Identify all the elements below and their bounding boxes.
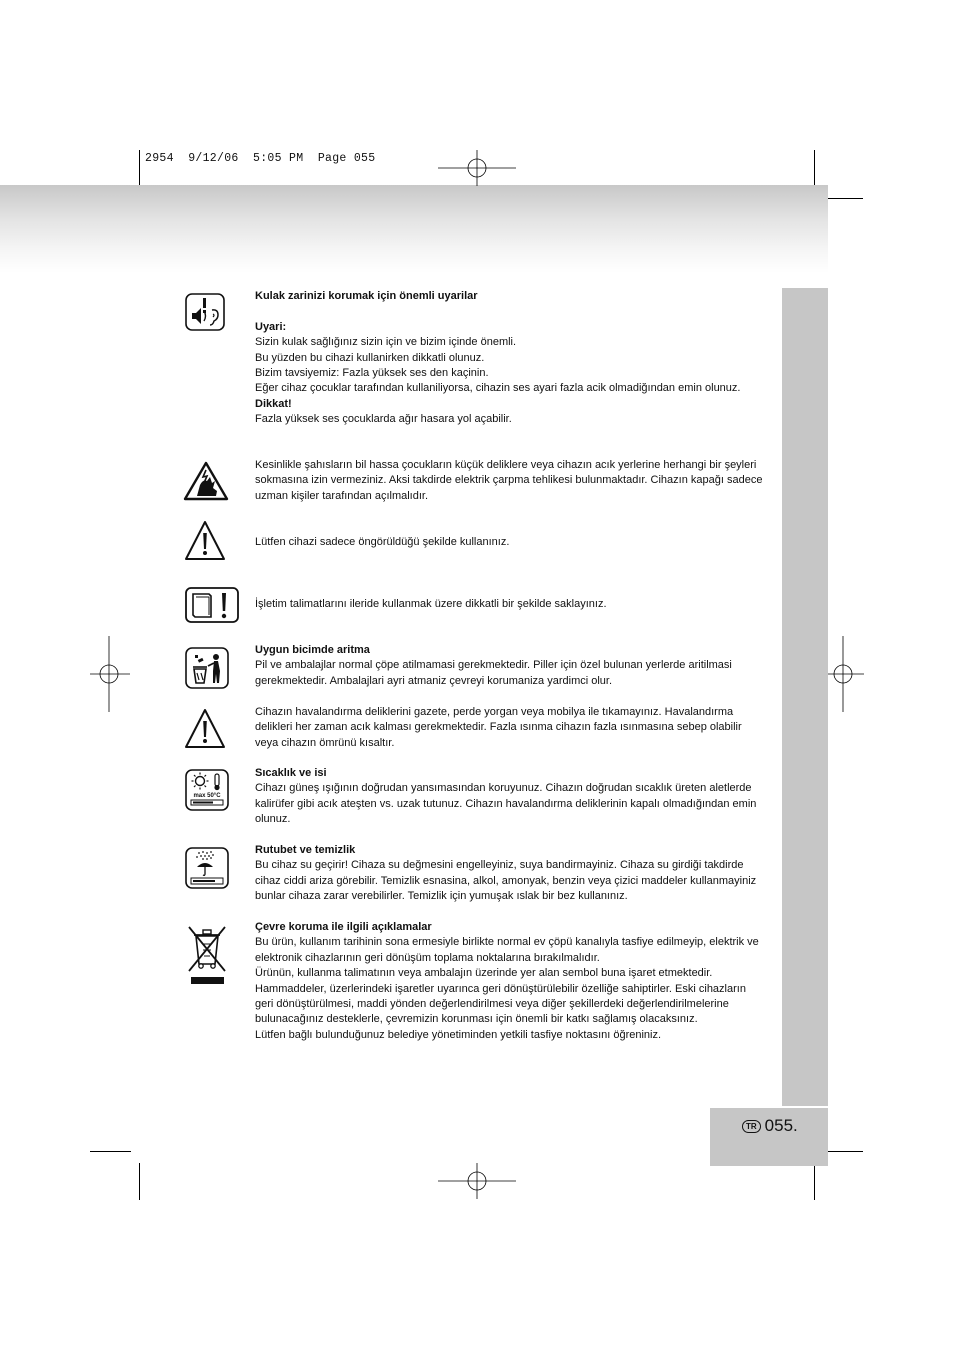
paragraph: Cihazı güneş ışığının doğrudan yansımasından koruyunuz. Cihazın doğrudan sıcaklık üreten aletlerde kalirüfer gibi acık ateşten vs. uzak tutunuz. Cihazın havalandırma deliklerinin kapalı olmadığından emin olunuz. (255, 782, 757, 826)
paragraph: Bizim tavsiyemiz: Fazla yüksek ses den kaçinin. (255, 367, 489, 380)
electric-shock-triangle-icon (183, 461, 229, 501)
crop-mark (824, 1151, 863, 1152)
paragraph: Eğer cihaz çocuklar tarafından kullaniliyorsa, cihazin ses ayari fazla acik olmadiğından emin olunuz. (255, 382, 741, 395)
registration-mark-top (438, 150, 516, 186)
paragraph: Cihazın havalandırma deliklerini gazete, perde yorgan veya mobilya ile tıkamayınız. Havalandırma delikleri her zaman acık kalması gerekmektedir. Fazla ısınma cihazın fazla ısınmasına sebep olabilir veya cihazın ömrünü kısaltır. (255, 706, 742, 749)
section-title: Çevre koruma ile ilgili açıklamalar (255, 921, 432, 933)
caution-title: Dikkat! (255, 397, 292, 410)
paragraph: Fazla yüksek ses çocuklarda ağır hasara yol açabilir. (255, 413, 512, 426)
section-disposal (255, 643, 765, 689)
caution-triangle-icon (184, 708, 226, 750)
paragraph: Bu ürün, kullanım tarihinin sona ermesiyle birlikte normal ev çöpü kanalıyla tasfiye edilmeyip, elektrik ve elektronik cihazlarının geri dönüşüm toplama noktalarına bırakılmalıdır. (255, 936, 759, 964)
ear-warning-icon (185, 293, 225, 331)
max-temperature-icon (185, 769, 229, 811)
crossed-bin-icon (186, 924, 228, 986)
language-badge: TR (742, 1120, 761, 1133)
max-temperature-label: max 50°C (193, 793, 221, 799)
crop-mark (139, 1163, 140, 1200)
spacer (255, 304, 765, 319)
crop-mark (90, 1151, 131, 1152)
section-title: Rutubet ve temizlik (255, 844, 356, 856)
crop-mark (814, 1163, 815, 1200)
paragraph: Kesinlikle şahısların bil hassa çocukların küçük deliklere veya cihazın acık yerlerine herhangi bir şeyleri sokmasına izin vermeziniz. Aksi takdirde elektrik çarpma tehlikesi bulunmaktadır. Cihazın kapağı sadece uzman kişiler tarafından açılmalıdır. (255, 459, 763, 502)
crop-mark (139, 150, 140, 187)
warning-title: Uyari: (255, 320, 287, 333)
registration-mark-right (824, 636, 864, 712)
section-title: Sıcaklık ve isi (255, 767, 327, 779)
paragraph: Bu yüzden bu cihazi kullanirken dikkatli olunuz. (255, 351, 485, 364)
page-number (742, 1116, 798, 1136)
paragraph: Lütfen bağlı bulunduğunuz belediye yönetiminden yetkili tasfiye noktasını öğreniniz. (255, 1028, 662, 1041)
moisture-icon (185, 847, 229, 889)
paragraph: Lütfen cihazi sadece öngörüldüğü şekilde kullanınız. (255, 536, 510, 548)
page-number-text: 055. (764, 1116, 798, 1135)
crop-mark (824, 198, 863, 199)
paragraph: Pil ve ambalajlar normal çöpe atilmamasi gerekmektedir. Piller için özel bulunan yerlerde aritilmasi gerekmektedir. Ambalajlari ayri atmaniz çevreyi korumaniza yardimci olur. (255, 659, 732, 687)
registration-mark-left (90, 636, 130, 712)
paragraph: Sizin kulak sağlığınız sizin için ve bizim içinde önemli. (255, 336, 517, 349)
section-title: Uygun bicimde aritma (255, 644, 370, 656)
section-usage (255, 535, 765, 550)
section-manual (255, 597, 765, 612)
header-band (0, 185, 828, 273)
section-ear-protection (255, 289, 765, 428)
section-heat (255, 766, 765, 828)
side-tab-bar (782, 288, 828, 1106)
section-ventilation (255, 705, 765, 751)
paragraph: Bu cihaz su geçirir! Cihaza su değmesini engelleyiniz, suya bandirmayiniz. Cihaza su girdiği takdirde cihaz ciddi ariza görebilir. Temizlik esnasina, alkol, amonyak, benzin veya çizici maddeler kullanmayiniz bunlar cihaza zarar verebilirler. Temizlik için yumuşak ıslak bir bez kullanınız. (255, 859, 757, 903)
manual-book-icon (185, 587, 239, 623)
section-title: Kulak zarinizi korumak için önemli uyarilar (255, 290, 478, 302)
caution-triangle-icon (184, 520, 226, 562)
section-electric-shock (255, 458, 765, 504)
paragraph: İşletim talimatlarını ileride kullanmak üzere dikkatli bir şekilde saklayınız. (255, 598, 607, 610)
disposal-trash-icon (185, 647, 229, 689)
section-moisture (255, 843, 765, 905)
paragraph: Ürünün, kullanma talimatının veya ambalajın üzerinde yer alan sembol buna işaret etmektedir. Hammaddeler, üzerlerindeki işaretler uyarınca geri dönüştürülebilir özelliğe sahiptirler. Eski cihazların geri dönüştürülmesi, maddi yönden değerlendirilmesi veya diğer şekillerdeki değerlendirilmelerine bulunacağınız desteklerle, çevremizin korunması için önemli bir katkı sağlamış olacaksınız. (255, 967, 746, 1026)
registration-mark-bottom (438, 1163, 516, 1199)
section-environment (255, 920, 765, 1043)
print-header: 2954 9/12/06 5:05 PM Page 055 (145, 152, 376, 165)
crop-mark (814, 150, 815, 187)
